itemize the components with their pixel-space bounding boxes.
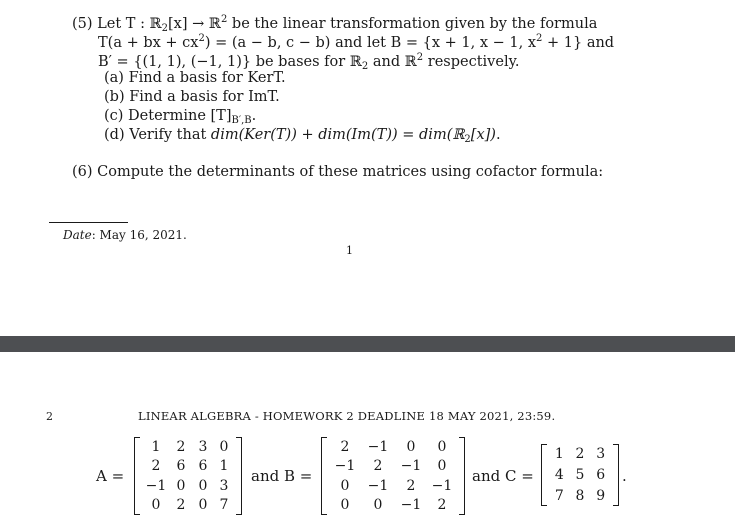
matrix-cell: −1	[400, 458, 422, 475]
problem-5-part-c: (c) Determine $[T]_{B',B}$.	[104, 108, 257, 126]
footnote-rule	[49, 222, 128, 223]
bracket-left	[134, 437, 140, 515]
matrix-cell: 0	[198, 477, 208, 494]
matrix-cell: 7	[219, 497, 229, 514]
problem-5-line-1: (5) Let T : ℝ$_2$[x] → ℝ$^2$ be the linear transformation given by the formula	[72, 14, 598, 34]
problem-5-part-d: (d) Verify that dim(Ker(T)) + dim(Im(T)) = dim(ℝ$_2$[x]).	[104, 127, 501, 145]
matrix-cell: 1	[219, 458, 229, 475]
page-number: 1	[346, 244, 353, 257]
problem-5-line-3: B′ = {(1, 1), (−1, 1)} be bases for ℝ$_2$ and ℝ$^2$ respectively.	[98, 52, 520, 72]
matrix-a	[134, 437, 242, 515]
problem-6: (6) Compute the determinants of these matrices using cofactor formula:	[72, 164, 604, 180]
matrix-cell: −1	[367, 438, 389, 455]
matrix-cell: 1	[554, 446, 564, 463]
matrix-cell: 2	[575, 446, 585, 463]
matrix-cell: 0	[219, 438, 229, 455]
matrix-cell: −1	[145, 477, 167, 494]
problem-5-part-a: (a) Find a basis for KerT.	[104, 70, 286, 86]
matrix-cell: 0	[437, 458, 447, 475]
matrix-cell: 3	[596, 446, 606, 463]
matrix-cell: 2	[437, 497, 447, 514]
document-page-2	[0, 352, 735, 519]
bracket-left	[321, 437, 327, 515]
bracket-right	[236, 437, 242, 515]
matrix-cell: −1	[431, 477, 453, 494]
matrix-cell: 2	[373, 458, 383, 475]
date-line: Date: May 16, 2021.	[63, 228, 187, 242]
running-header: LINEAR ALGEBRA - HOMEWORK 2 DEADLINE 18 MAY 2021, 23:59.	[138, 409, 556, 423]
matrix-c	[541, 444, 619, 506]
matrix-cell: 0	[151, 497, 161, 514]
matrix-cell: 2	[176, 438, 186, 455]
matrix-cell: 3	[198, 438, 208, 455]
page-divider	[0, 336, 735, 352]
matrix-cell: 8	[575, 487, 585, 504]
matrix-cell: 3	[219, 477, 229, 494]
label-and-b: and B =	[251, 467, 313, 485]
matrix-cell: 0	[176, 477, 186, 494]
matrix-cell: −1	[334, 458, 356, 475]
matrix-cell: 0	[437, 438, 447, 455]
problem-5-part-b: (b) Find a basis for ImT.	[104, 89, 280, 105]
matrix-cell: 7	[554, 487, 564, 504]
matrix-cell: 0	[406, 438, 416, 455]
bracket-right	[613, 444, 619, 506]
matrix-cell: 2	[176, 497, 186, 514]
matrix-cell: 6	[198, 458, 208, 475]
matrix-cell: 5	[575, 466, 585, 483]
matrix-cell: 4	[554, 466, 564, 483]
matrix-b	[321, 437, 465, 515]
matrix-cell: 6	[176, 458, 186, 475]
matrix-cell: −1	[400, 497, 422, 514]
matrix-cell: 0	[340, 497, 350, 514]
end-period: .	[622, 467, 627, 485]
matrix-cell: 6	[596, 466, 606, 483]
bracket-left	[541, 444, 547, 506]
bracket-right	[459, 437, 465, 515]
matrix-cell: 2	[406, 477, 416, 494]
label-a: A =	[96, 467, 125, 485]
matrix-cell: 2	[340, 438, 350, 455]
matrix-cell: 1	[151, 438, 161, 455]
label-and-c: and C =	[472, 467, 534, 485]
matrix-cell: 9	[596, 487, 606, 504]
matrix-cell: 0	[340, 477, 350, 494]
matrix-cell: 0	[198, 497, 208, 514]
page-number-2: 2	[46, 410, 53, 423]
matrix-cell: −1	[367, 477, 389, 494]
problem-5-line-2: T(a + bx + $cx^2) = (a - b$, c − b) and let B = {x + 1, x − 1, $x^2 + 1$} and	[98, 33, 615, 51]
matrix-cell: 2	[151, 458, 161, 475]
matrix-cell: 0	[373, 497, 383, 514]
